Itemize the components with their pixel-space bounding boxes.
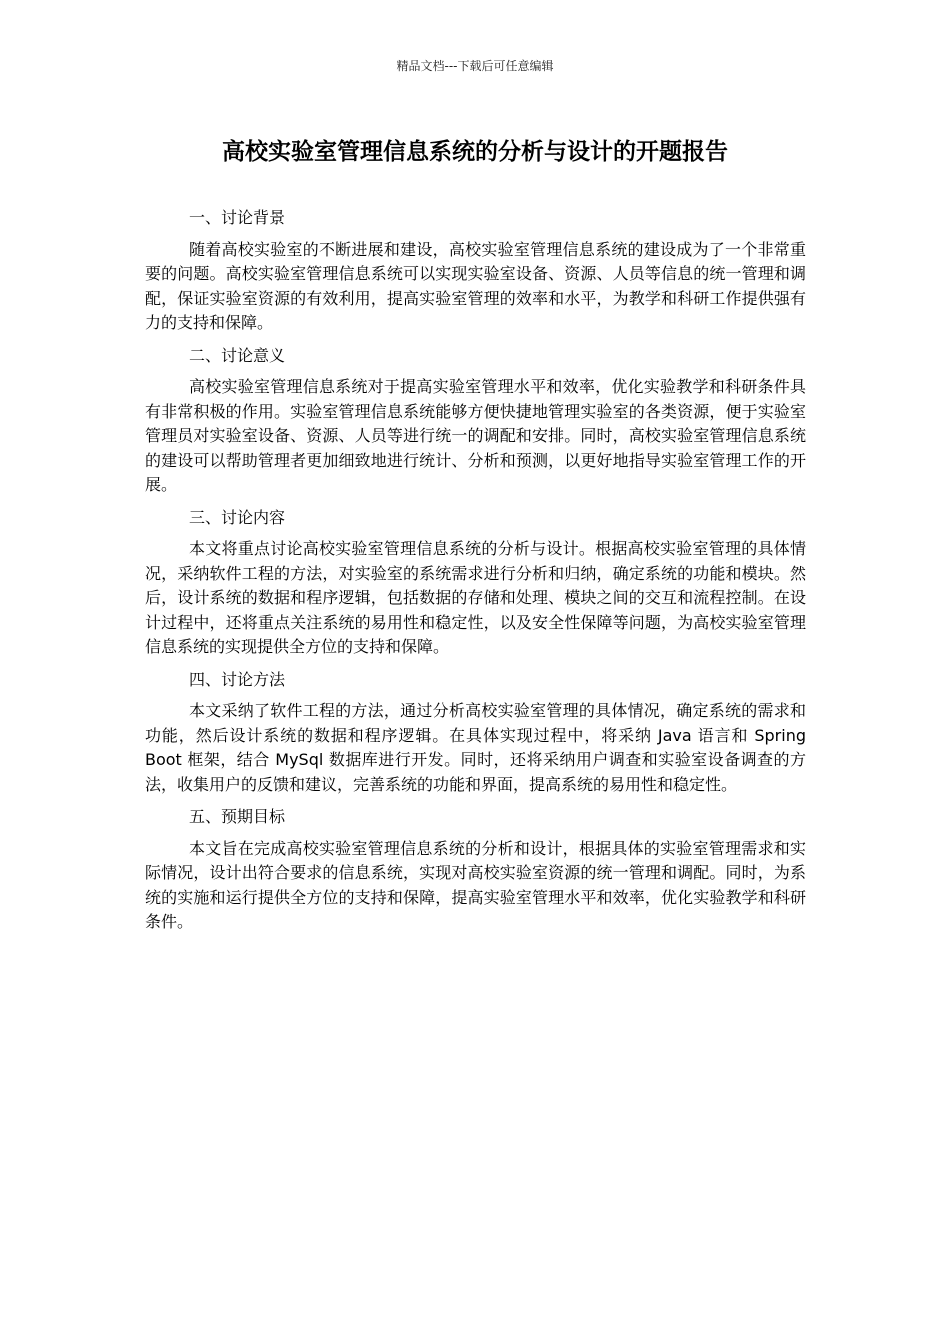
page-header-note: 精品文档---下载后可任意编辑 <box>396 59 554 73</box>
section-heading: 二、讨论意义 <box>189 345 286 365</box>
section-heading: 五、预期目标 <box>189 807 286 826</box>
section-heading: 一、讨论背景 <box>189 208 286 227</box>
section-heading: 四、讨论方法 <box>189 669 286 689</box>
section-goals <box>145 805 806 935</box>
section-significance <box>145 344 806 498</box>
section-heading: 三、讨论内容 <box>189 507 286 527</box>
document-body <box>145 206 806 943</box>
section-content <box>145 506 806 660</box>
section-paragraph: 本文采纳了软件工程的方法，通过分析高校实验室管理的具体情况，确定系统的需求和功能，然后设计系统的数据和程序逻辑。在具体实现过程中，将采纳 Java 语言和 Spring Boot 框架，结合 MySql 数据库进行开发。同时，还将采纳用户调查和实验室设备调查的方法，收集用户的反馈和建议，完善系统的功能和界面，提高系统的易用性和稳定性。 <box>145 701 806 794</box>
section-background <box>145 206 806 336</box>
section-paragraph: 高校实验室管理信息系统对于提高实验室管理水平和效率，优化实验教学和科研条件具有非常积极的作用。实验室管理信息系统能够方便快捷地管理实验室的各类资源，便于实验室管理员对实验室设备、资源、人员等进行统一的调配和安排。同时，高校实验室管理信息系统的建设可以帮助管理者更加细致地进行统计、分析和预测，以更好地指导实验室管理工作的开展。 <box>145 377 806 494</box>
section-method <box>145 668 806 798</box>
section-paragraph: 随着高校实验室的不断进展和建设，高校实验室管理信息系统的建设成为了一个非常重要的问题。高校实验室管理信息系统可以实现实验室设备、资源、人员等信息的统一管理和调配，保证实验室资源的有效利用，提高实验室管理的效率和水平，为教学和科研工作提供强有力的支持和保障。 <box>145 239 806 332</box>
document-title: 高校实验室管理信息系统的分析与设计的开题报告 <box>222 139 728 165</box>
section-paragraph: 本文旨在完成高校实验室管理信息系统的分析和设计，根据具体的实验室管理需求和实际情况，设计出符合要求的信息系统，实现对高校实验室资源的统一管理和调配。同时，为系统的实施和运行提供全方位的支持和保障，提高实验室管理水平和效率，优化实验教学和科研条件。 <box>145 838 806 931</box>
section-paragraph: 本文将重点讨论高校实验室管理信息系统的分析与设计。根据高校实验室管理的具体情况，采纳软件工程的方法，对实验室的系统需求进行分析和归纳，确定系统的功能和模块。然后，设计系统的数据和程序逻辑，包括数据的存储和处理、模块之间的交互和流程控制。在设计过程中，还将重点关注系统的易用性和稳定性，以及安全性保障等问题，为高校实验室管理信息系统的实现提供全方位的支持和保障。 <box>145 539 806 656</box>
